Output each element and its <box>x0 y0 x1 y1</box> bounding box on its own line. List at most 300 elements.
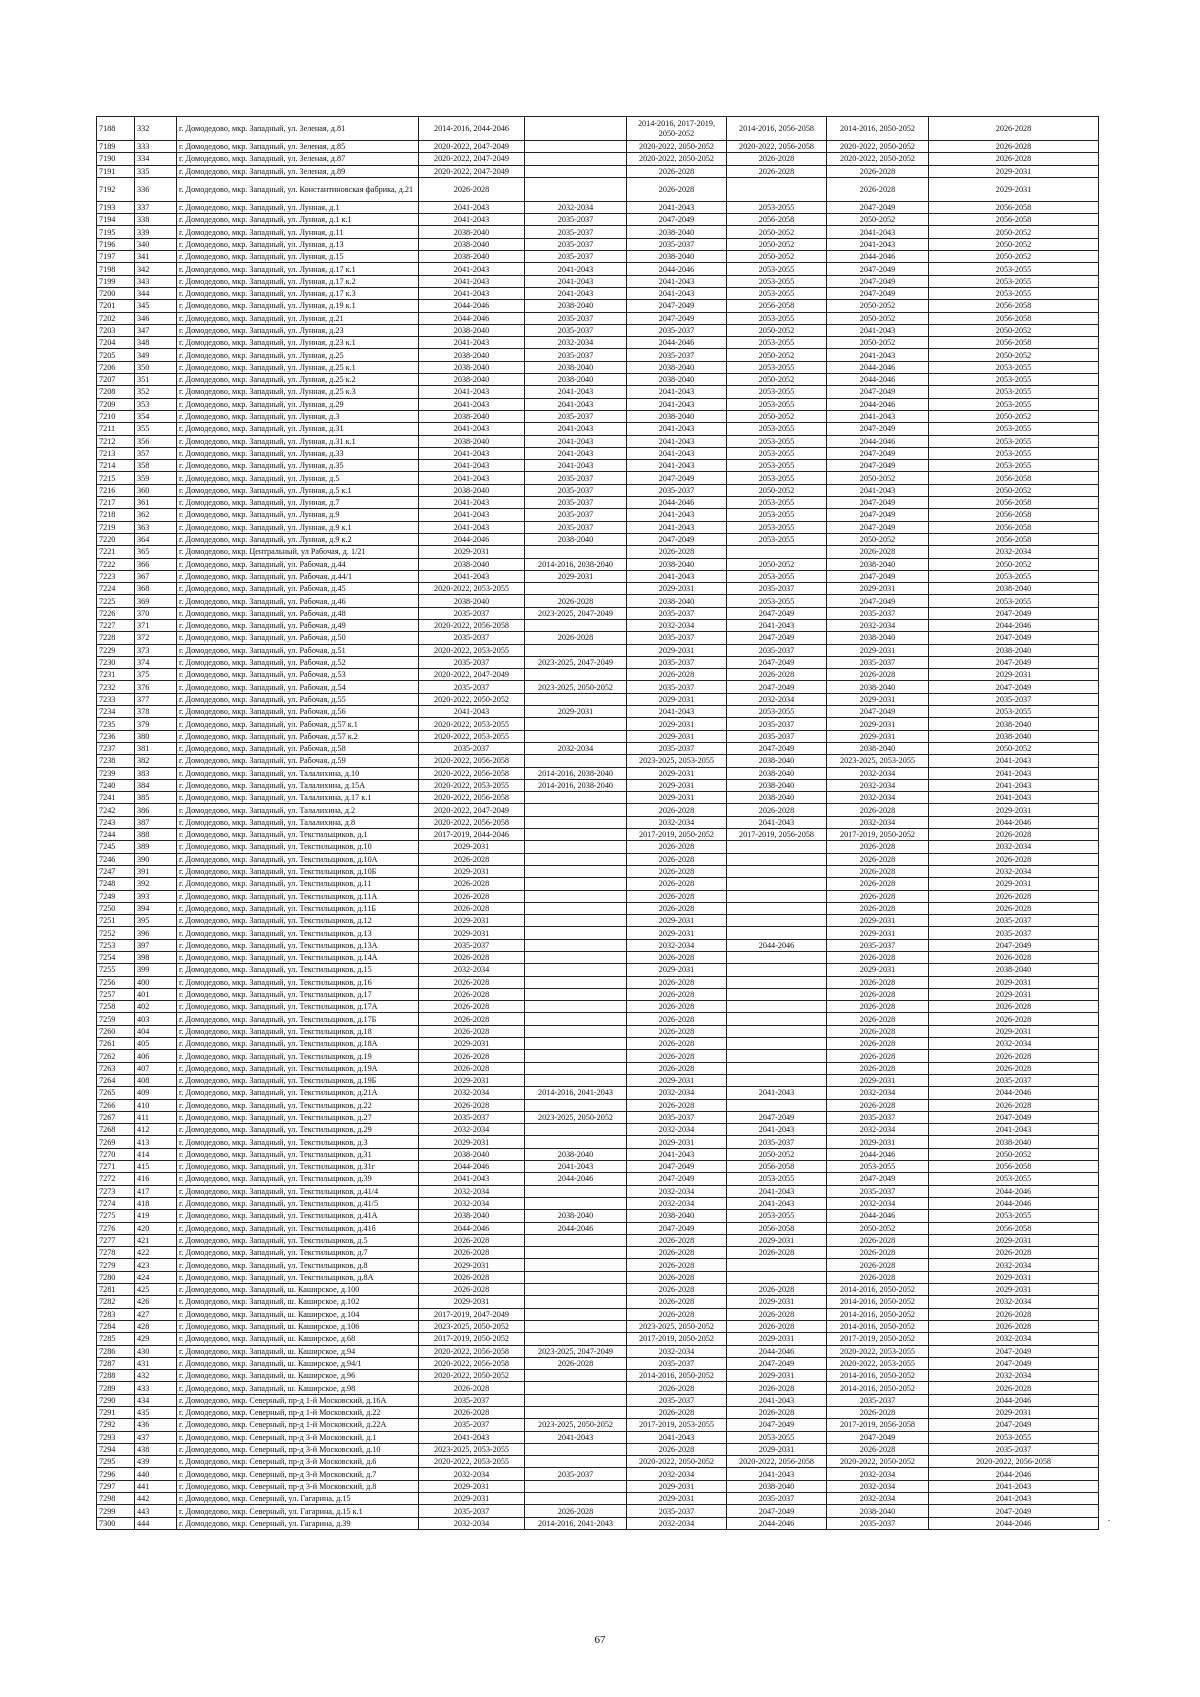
period-5-cell: 2050-2052 <box>827 472 929 484</box>
period-4-cell: 2035-2037 <box>727 644 827 656</box>
period-1-cell: 2026-2028 <box>419 1013 525 1025</box>
period-3-cell: 2047-2049 <box>627 472 727 484</box>
row-number-cell: 7241 <box>97 792 135 804</box>
period-3-cell: 2026-2028 <box>627 1099 727 1111</box>
period-1-cell: 2020-2022, 2053-2055 <box>419 779 525 791</box>
period-5-cell: 2026-2028 <box>827 1050 929 1062</box>
period-6-cell: 2053-2055 <box>929 374 1099 386</box>
row-number-cell: 7190 <box>97 153 135 165</box>
period-4-cell: 2026-2028 <box>727 1308 827 1320</box>
table-row <box>97 374 1099 386</box>
period-6-cell: 2047-2049 <box>929 1419 1099 1431</box>
object-number-cell: 432 <box>135 1370 177 1382</box>
period-2-cell: 2029-2031 <box>525 570 627 582</box>
period-2-cell <box>525 730 627 742</box>
row-number-cell: 7269 <box>97 1136 135 1148</box>
period-2-cell <box>525 1284 627 1296</box>
period-6-cell: 2032-2034 <box>929 841 1099 853</box>
period-1-cell: 2035-2037 <box>419 1111 525 1123</box>
period-3-cell: 2032-2034 <box>627 939 727 951</box>
table-row <box>97 300 1099 312</box>
period-4-cell: 2029-2031 <box>727 1443 827 1455</box>
period-3-cell: 2035-2037 <box>627 324 727 336</box>
period-1-cell: 2038-2040 <box>419 1148 525 1160</box>
period-5-cell: 2026-2028 <box>827 902 929 914</box>
period-1-cell: 2044-2046 <box>419 300 525 312</box>
period-4-cell: 2035-2037 <box>727 1493 827 1505</box>
address-cell: г. Домодедово, мкр. Западный, ул. Рабочая, д.53 <box>177 669 419 681</box>
object-number-cell: 416 <box>135 1173 177 1185</box>
address-cell: г. Домодедово, мкр. Западный, ул. Лунная, д.9 к.1 <box>177 521 419 533</box>
period-6-cell: 2050-2052 <box>929 484 1099 496</box>
object-number-cell: 339 <box>135 226 177 238</box>
table-row <box>97 1394 1099 1406</box>
period-3-cell: 2035-2037 <box>627 238 727 250</box>
period-5-cell: 2050-2052 <box>827 337 929 349</box>
table-row <box>97 1296 1099 1308</box>
address-cell: г. Домодедово, мкр. Западный, ул. Талалихина, д.8 <box>177 816 419 828</box>
address-cell: г. Домодедово, мкр. Западный, ул. Лунная, д.35 <box>177 460 419 472</box>
address-cell: г. Домодедово, мкр. Западный, ул. Рабочая, д.56 <box>177 706 419 718</box>
address-cell: г. Домодедово, мкр. Западный, ул. Текстильщиков, д.10Б <box>177 865 419 877</box>
period-5-cell: 2047-2049 <box>827 423 929 435</box>
address-cell: г. Домодедово, мкр. Западный, ул. Текстильщиков, д.16 <box>177 976 419 988</box>
period-2-cell: 2041-2043 <box>525 287 627 299</box>
period-6-cell: 2029-2031 <box>929 1234 1099 1246</box>
period-5-cell: 2035-2037 <box>827 1111 929 1123</box>
table-row <box>97 447 1099 459</box>
object-number-cell: 411 <box>135 1111 177 1123</box>
row-number-cell: 7258 <box>97 1001 135 1013</box>
period-3-cell: 2020-2022, 2050-2052 <box>627 1456 727 1468</box>
period-6-cell: 2047-2049 <box>929 656 1099 668</box>
period-6-cell: 2050-2052 <box>929 558 1099 570</box>
period-3-cell: 2029-2031 <box>627 730 727 742</box>
period-5-cell: 2032-2034 <box>827 1468 929 1480</box>
period-6-cell: 2050-2052 <box>929 238 1099 250</box>
table-row <box>97 1222 1099 1234</box>
address-cell: г. Домодедово, мкр. Западный, ул. Лунная, д.31 <box>177 423 419 435</box>
period-5-cell: 2020-2022, 2053-2055 <box>827 1357 929 1369</box>
object-number-cell: 361 <box>135 497 177 509</box>
row-number-cell: 7289 <box>97 1382 135 1394</box>
address-cell: г. Домодедово, мкр. Западный, ул. Рабочая, д.57 к.2 <box>177 730 419 742</box>
period-3-cell: 2026-2028 <box>627 890 727 902</box>
period-3-cell: 2029-2031 <box>627 1074 727 1086</box>
period-6-cell: 2041-2043 <box>929 1480 1099 1492</box>
period-3-cell: 2017-2019, 2050-2052 <box>627 829 727 841</box>
address-cell: г. Домодедово, мкр. Западный, ул. Текстильщиков, д.31г <box>177 1161 419 1173</box>
row-number-cell: 7242 <box>97 804 135 816</box>
period-2-cell: 2035-2037 <box>525 521 627 533</box>
period-3-cell: 2032-2034 <box>627 619 727 631</box>
period-3-cell: 2041-2043 <box>627 460 727 472</box>
period-3-cell: 2032-2034 <box>627 1517 727 1529</box>
period-2-cell: 2029-2031 <box>525 706 627 718</box>
table-row <box>97 902 1099 914</box>
period-5-cell: 2026-2028 <box>827 890 929 902</box>
table-row <box>97 533 1099 545</box>
period-4-cell: 2047-2049 <box>727 632 827 644</box>
period-3-cell: 2014-2016, 2050-2052 <box>627 1370 727 1382</box>
object-number-cell: 417 <box>135 1185 177 1197</box>
period-1-cell: 2035-2037 <box>419 1419 525 1431</box>
period-4-cell: 2035-2037 <box>727 583 827 595</box>
period-3-cell: 2038-2040 <box>627 251 727 263</box>
address-cell: г. Домодедово, мкр. Западный, ул. Текстильщиков, д.22 <box>177 1099 419 1111</box>
address-cell: г. Домодедово, мкр. Северный, ул. Гагарина, д.39 <box>177 1517 419 1529</box>
address-cell: г. Домодедово, мкр. Северный, ул. Гагарина, д.15 к.1 <box>177 1505 419 1517</box>
period-1-cell: 2026-2028 <box>419 952 525 964</box>
row-number-cell: 7215 <box>97 472 135 484</box>
period-5-cell: 2047-2049 <box>827 1431 929 1443</box>
object-number-cell: 439 <box>135 1456 177 1468</box>
period-4-cell <box>727 1038 827 1050</box>
address-cell: г. Домодедово, мкр. Западный, ул. Текстильщиков, д.13А <box>177 939 419 951</box>
period-2-cell: 2014-2016, 2038-2040 <box>525 767 627 779</box>
period-2-cell <box>525 816 627 828</box>
period-1-cell: 2038-2040 <box>419 410 525 422</box>
table-row <box>97 706 1099 718</box>
period-1-cell: 2026-2028 <box>419 1062 525 1074</box>
period-5-cell: 2032-2034 <box>827 816 929 828</box>
period-3-cell: 2041-2043 <box>627 386 727 398</box>
period-4-cell: 2047-2049 <box>727 607 827 619</box>
table-row <box>97 386 1099 398</box>
period-3-cell: 2032-2034 <box>627 1345 727 1357</box>
period-3-cell: 2026-2028 <box>627 1443 727 1455</box>
period-2-cell: 2035-2037 <box>525 472 627 484</box>
address-cell: г. Домодедово, мкр. Западный, ш. Каширское, д.106 <box>177 1320 419 1332</box>
period-2-cell: 2035-2037 <box>525 349 627 361</box>
period-6-cell: 2041-2043 <box>929 1493 1099 1505</box>
row-number-cell: 7247 <box>97 865 135 877</box>
period-2-cell: 2035-2037 <box>525 324 627 336</box>
period-2-cell <box>525 1038 627 1050</box>
row-number-cell: 7288 <box>97 1370 135 1382</box>
period-3-cell: 2038-2040 <box>627 595 727 607</box>
period-4-cell: 2029-2031 <box>727 1370 827 1382</box>
object-number-cell: 380 <box>135 730 177 742</box>
object-number-cell: 403 <box>135 1013 177 1025</box>
table-row <box>97 1038 1099 1050</box>
table-row <box>97 841 1099 853</box>
period-4-cell: 2050-2052 <box>727 1148 827 1160</box>
period-5-cell: 2026-2028 <box>827 841 929 853</box>
period-5-cell: 2029-2031 <box>827 693 929 705</box>
object-number-cell: 350 <box>135 361 177 373</box>
address-cell: г. Домодедово, мкр. Западный, ул. Текстильщиков, д.11 <box>177 878 419 890</box>
row-number-cell: 7291 <box>97 1406 135 1418</box>
row-number-cell: 7255 <box>97 964 135 976</box>
period-6-cell: 2056-2058 <box>929 509 1099 521</box>
period-6-cell: 2035-2037 <box>929 927 1099 939</box>
table-row <box>97 1320 1099 1332</box>
schedule-table-body <box>97 117 1099 1530</box>
object-number-cell: 364 <box>135 533 177 545</box>
period-4-cell: 2026-2028 <box>727 1382 827 1394</box>
period-3-cell: 2041-2043 <box>627 706 727 718</box>
period-3-cell: 2029-2031 <box>627 767 727 779</box>
period-1-cell: 2041-2043 <box>419 521 525 533</box>
period-4-cell <box>727 878 827 890</box>
table-row <box>97 1468 1099 1480</box>
object-number-cell: 407 <box>135 1062 177 1074</box>
period-6-cell: 2044-2046 <box>929 1197 1099 1209</box>
row-number-cell: 7300 <box>97 1517 135 1529</box>
period-4-cell: 2041-2043 <box>727 1124 827 1136</box>
row-number-cell: 7235 <box>97 718 135 730</box>
period-1-cell: 2032-2034 <box>419 1087 525 1099</box>
table-row <box>97 1074 1099 1086</box>
row-number-cell: 7270 <box>97 1148 135 1160</box>
period-1-cell: 2038-2040 <box>419 361 525 373</box>
period-1-cell: 2038-2040 <box>419 349 525 361</box>
period-4-cell <box>727 902 827 914</box>
period-5-cell: 2029-2031 <box>827 1136 929 1148</box>
row-number-cell: 7295 <box>97 1456 135 1468</box>
period-2-cell: 2041-2043 <box>525 435 627 447</box>
period-5-cell: 2041-2043 <box>827 238 929 250</box>
object-number-cell: 408 <box>135 1074 177 1086</box>
table-row <box>97 939 1099 951</box>
row-number-cell: 7262 <box>97 1050 135 1062</box>
period-6-cell: 2053-2055 <box>929 423 1099 435</box>
period-1-cell: 2026-2028 <box>419 177 525 201</box>
period-6-cell: 2029-2031 <box>929 1284 1099 1296</box>
period-4-cell: 2017-2019, 2056-2058 <box>727 829 827 841</box>
period-3-cell: 2032-2034 <box>627 1124 727 1136</box>
period-6-cell: 2050-2052 <box>929 251 1099 263</box>
period-3-cell: 2026-2028 <box>627 669 727 681</box>
period-6-cell: 2026-2028 <box>929 1062 1099 1074</box>
period-4-cell: 2047-2049 <box>727 742 827 754</box>
period-6-cell: 2050-2052 <box>929 742 1099 754</box>
period-1-cell: 2020-2022, 2053-2055 <box>419 718 525 730</box>
address-cell: г. Домодедово, мкр. Западный, ул. Текстильщиков, д.41А <box>177 1210 419 1222</box>
object-number-cell: 410 <box>135 1099 177 1111</box>
period-4-cell: 2038-2040 <box>727 755 827 767</box>
object-number-cell: 429 <box>135 1333 177 1345</box>
period-6-cell: 2047-2049 <box>929 632 1099 644</box>
period-4-cell: 2041-2043 <box>727 619 827 631</box>
period-3-cell: 2032-2034 <box>627 816 727 828</box>
table-row <box>97 558 1099 570</box>
period-2-cell <box>525 1074 627 1086</box>
period-4-cell: 2056-2058 <box>727 1222 827 1234</box>
object-number-cell: 424 <box>135 1271 177 1283</box>
period-1-cell: 2044-2046 <box>419 1161 525 1173</box>
row-number-cell: 7278 <box>97 1247 135 1259</box>
period-4-cell <box>727 976 827 988</box>
period-5-cell: 2026-2028 <box>827 853 929 865</box>
period-2-cell: 2035-2037 <box>525 509 627 521</box>
period-3-cell: 2026-2028 <box>627 1001 727 1013</box>
period-4-cell: 2050-2052 <box>727 324 827 336</box>
period-4-cell <box>727 890 827 902</box>
address-cell: г. Домодедово, мкр. Западный, ул. Лунная, д.1 к.1 <box>177 214 419 226</box>
period-1-cell: 2020-2022, 2050-2052 <box>419 1370 525 1382</box>
table-row <box>97 779 1099 791</box>
row-number-cell: 7283 <box>97 1308 135 1320</box>
period-5-cell: 2044-2046 <box>827 251 929 263</box>
period-1-cell: 2038-2040 <box>419 374 525 386</box>
object-number-cell: 441 <box>135 1480 177 1492</box>
address-cell: г. Домодедово, мкр. Западный, ул. Рабочая, д.54 <box>177 681 419 693</box>
period-5-cell: 2032-2034 <box>827 779 929 791</box>
table-row <box>97 1308 1099 1320</box>
period-6-cell: 2026-2028 <box>929 141 1099 153</box>
row-number-cell: 7240 <box>97 779 135 791</box>
address-cell: г. Домодедово, мкр. Западный, ул. Текстильщиков, д.17А <box>177 1001 419 1013</box>
object-number-cell: 384 <box>135 779 177 791</box>
object-number-cell: 427 <box>135 1308 177 1320</box>
address-cell: г. Домодедово, мкр. Западный, ул. Текстильщиков, д.41б <box>177 1222 419 1234</box>
period-6-cell: 2050-2052 <box>929 324 1099 336</box>
address-cell: г. Домодедово, мкр. Западный, ул. Зеленая, д.89 <box>177 165 419 177</box>
period-5-cell: 2032-2034 <box>827 1124 929 1136</box>
row-number-cell: 7265 <box>97 1087 135 1099</box>
table-row <box>97 410 1099 422</box>
period-3-cell: 2029-2031 <box>627 1480 727 1492</box>
address-cell: г. Домодедово, мкр. Западный, ш. Каширское, д.68 <box>177 1333 419 1345</box>
object-number-cell: 406 <box>135 1050 177 1062</box>
row-number-cell: 7279 <box>97 1259 135 1271</box>
period-1-cell: 2026-2028 <box>419 890 525 902</box>
row-number-cell: 7259 <box>97 1013 135 1025</box>
row-number-cell: 7290 <box>97 1394 135 1406</box>
period-2-cell <box>525 117 627 141</box>
period-6-cell: 2053-2055 <box>929 263 1099 275</box>
address-cell: г. Домодедово, мкр. Западный, ул. Рабочая, д.59 <box>177 755 419 767</box>
period-3-cell: 2026-2028 <box>627 976 727 988</box>
period-1-cell: 2035-2037 <box>419 1505 525 1517</box>
period-1-cell: 2017-2019, 2050-2052 <box>419 1333 525 1345</box>
period-6-cell: 2053-2055 <box>929 1431 1099 1443</box>
row-number-cell: 7254 <box>97 952 135 964</box>
table-row <box>97 792 1099 804</box>
period-4-cell: 2053-2055 <box>727 337 827 349</box>
period-5-cell: 2047-2049 <box>827 595 929 607</box>
period-4-cell: 2038-2040 <box>727 1480 827 1492</box>
address-cell: г. Домодедово, мкр. Западный, ул. Рабочая, д.52 <box>177 656 419 668</box>
address-cell: г. Домодедово, мкр. Западный, ул. Лунная, д.25 к.1 <box>177 361 419 373</box>
table-row <box>97 976 1099 988</box>
address-cell: г. Домодедово, мкр. Западный, ул. Рабочая, д.58 <box>177 742 419 754</box>
period-5-cell: 2047-2049 <box>827 275 929 287</box>
address-cell: г. Домодедово, мкр. Западный, ул. Рабочая, д.46 <box>177 595 419 607</box>
row-number-cell: 7191 <box>97 165 135 177</box>
table-row <box>97 619 1099 631</box>
address-cell: г. Домодедово, мкр. Западный, ул. Рабочая, д.49 <box>177 619 419 631</box>
period-2-cell <box>525 1382 627 1394</box>
address-cell: г. Домодедово, мкр. Центральный, ул Рабочая, д. 1/21 <box>177 546 419 558</box>
object-number-cell: 394 <box>135 902 177 914</box>
row-number-cell: 7296 <box>97 1468 135 1480</box>
object-number-cell: 360 <box>135 484 177 496</box>
period-5-cell: 2050-2052 <box>827 1222 929 1234</box>
period-2-cell: 2014-2016, 2041-2043 <box>525 1087 627 1099</box>
period-2-cell <box>525 1443 627 1455</box>
period-5-cell: 2047-2049 <box>827 706 929 718</box>
period-1-cell: 2020-2022, 2047-2049 <box>419 804 525 816</box>
period-6-cell: 2026-2028 <box>929 117 1099 141</box>
period-1-cell: 2038-2040 <box>419 558 525 570</box>
period-2-cell <box>525 177 627 201</box>
period-1-cell: 2041-2043 <box>419 706 525 718</box>
period-2-cell <box>525 619 627 631</box>
row-number-cell: 7192 <box>97 177 135 201</box>
row-number-cell: 7246 <box>97 853 135 865</box>
row-number-cell: 7202 <box>97 312 135 324</box>
period-6-cell: 2032-2034 <box>929 1038 1099 1050</box>
period-6-cell: 2032-2034 <box>929 1296 1099 1308</box>
period-2-cell <box>525 1099 627 1111</box>
period-2-cell: 2041-2043 <box>525 386 627 398</box>
period-6-cell: 2026-2028 <box>929 1050 1099 1062</box>
period-2-cell: 2026-2028 <box>525 1505 627 1517</box>
period-5-cell: 2014-2016, 2050-2052 <box>827 1308 929 1320</box>
period-2-cell <box>525 988 627 1000</box>
period-5-cell: 2026-2028 <box>827 669 929 681</box>
period-6-cell: 2026-2028 <box>929 1013 1099 1025</box>
row-number-cell: 7287 <box>97 1357 135 1369</box>
period-6-cell: 2044-2046 <box>929 619 1099 631</box>
period-2-cell: 2035-2037 <box>525 484 627 496</box>
period-3-cell: 2035-2037 <box>627 1394 727 1406</box>
period-6-cell: 2044-2046 <box>929 1394 1099 1406</box>
period-5-cell: 2047-2049 <box>827 570 929 582</box>
object-number-cell: 343 <box>135 275 177 287</box>
row-number-cell: 7232 <box>97 681 135 693</box>
period-2-cell <box>525 976 627 988</box>
period-1-cell: 2035-2037 <box>419 607 525 619</box>
period-3-cell: 2026-2028 <box>627 1038 727 1050</box>
object-number-cell: 369 <box>135 595 177 607</box>
period-4-cell <box>727 964 827 976</box>
period-4-cell: 2053-2055 <box>727 521 827 533</box>
period-6-cell: 2038-2040 <box>929 583 1099 595</box>
table-row <box>97 177 1099 201</box>
period-1-cell: 2029-2031 <box>419 1296 525 1308</box>
period-2-cell <box>525 878 627 890</box>
period-1-cell: 2041-2043 <box>419 460 525 472</box>
period-5-cell: 2026-2028 <box>827 1271 929 1283</box>
period-3-cell: 2041-2043 <box>627 423 727 435</box>
period-4-cell: 2050-2052 <box>727 349 827 361</box>
period-5-cell: 2026-2028 <box>827 1234 929 1246</box>
period-3-cell: 2035-2037 <box>627 1505 727 1517</box>
period-6-cell: 2050-2052 <box>929 410 1099 422</box>
object-number-cell: 345 <box>135 300 177 312</box>
period-5-cell: 2014-2016, 2050-2052 <box>827 1296 929 1308</box>
table-row <box>97 226 1099 238</box>
period-1-cell: 2029-2031 <box>419 1074 525 1086</box>
period-4-cell <box>727 1001 827 1013</box>
period-6-cell: 2035-2037 <box>929 915 1099 927</box>
period-5-cell: 2014-2016, 2050-2052 <box>827 1320 929 1332</box>
period-6-cell: 2026-2028 <box>929 1382 1099 1394</box>
period-3-cell: 2041-2043 <box>627 398 727 410</box>
period-3-cell: 2026-2028 <box>627 1406 727 1418</box>
period-1-cell: 2017-2019, 2047-2049 <box>419 1308 525 1320</box>
period-6-cell: 2056-2058 <box>929 214 1099 226</box>
period-4-cell: 2053-2055 <box>727 435 827 447</box>
row-number-cell: 7256 <box>97 976 135 988</box>
period-1-cell: 2035-2037 <box>419 681 525 693</box>
period-5-cell: 2047-2049 <box>827 521 929 533</box>
period-4-cell: 2053-2055 <box>727 361 827 373</box>
